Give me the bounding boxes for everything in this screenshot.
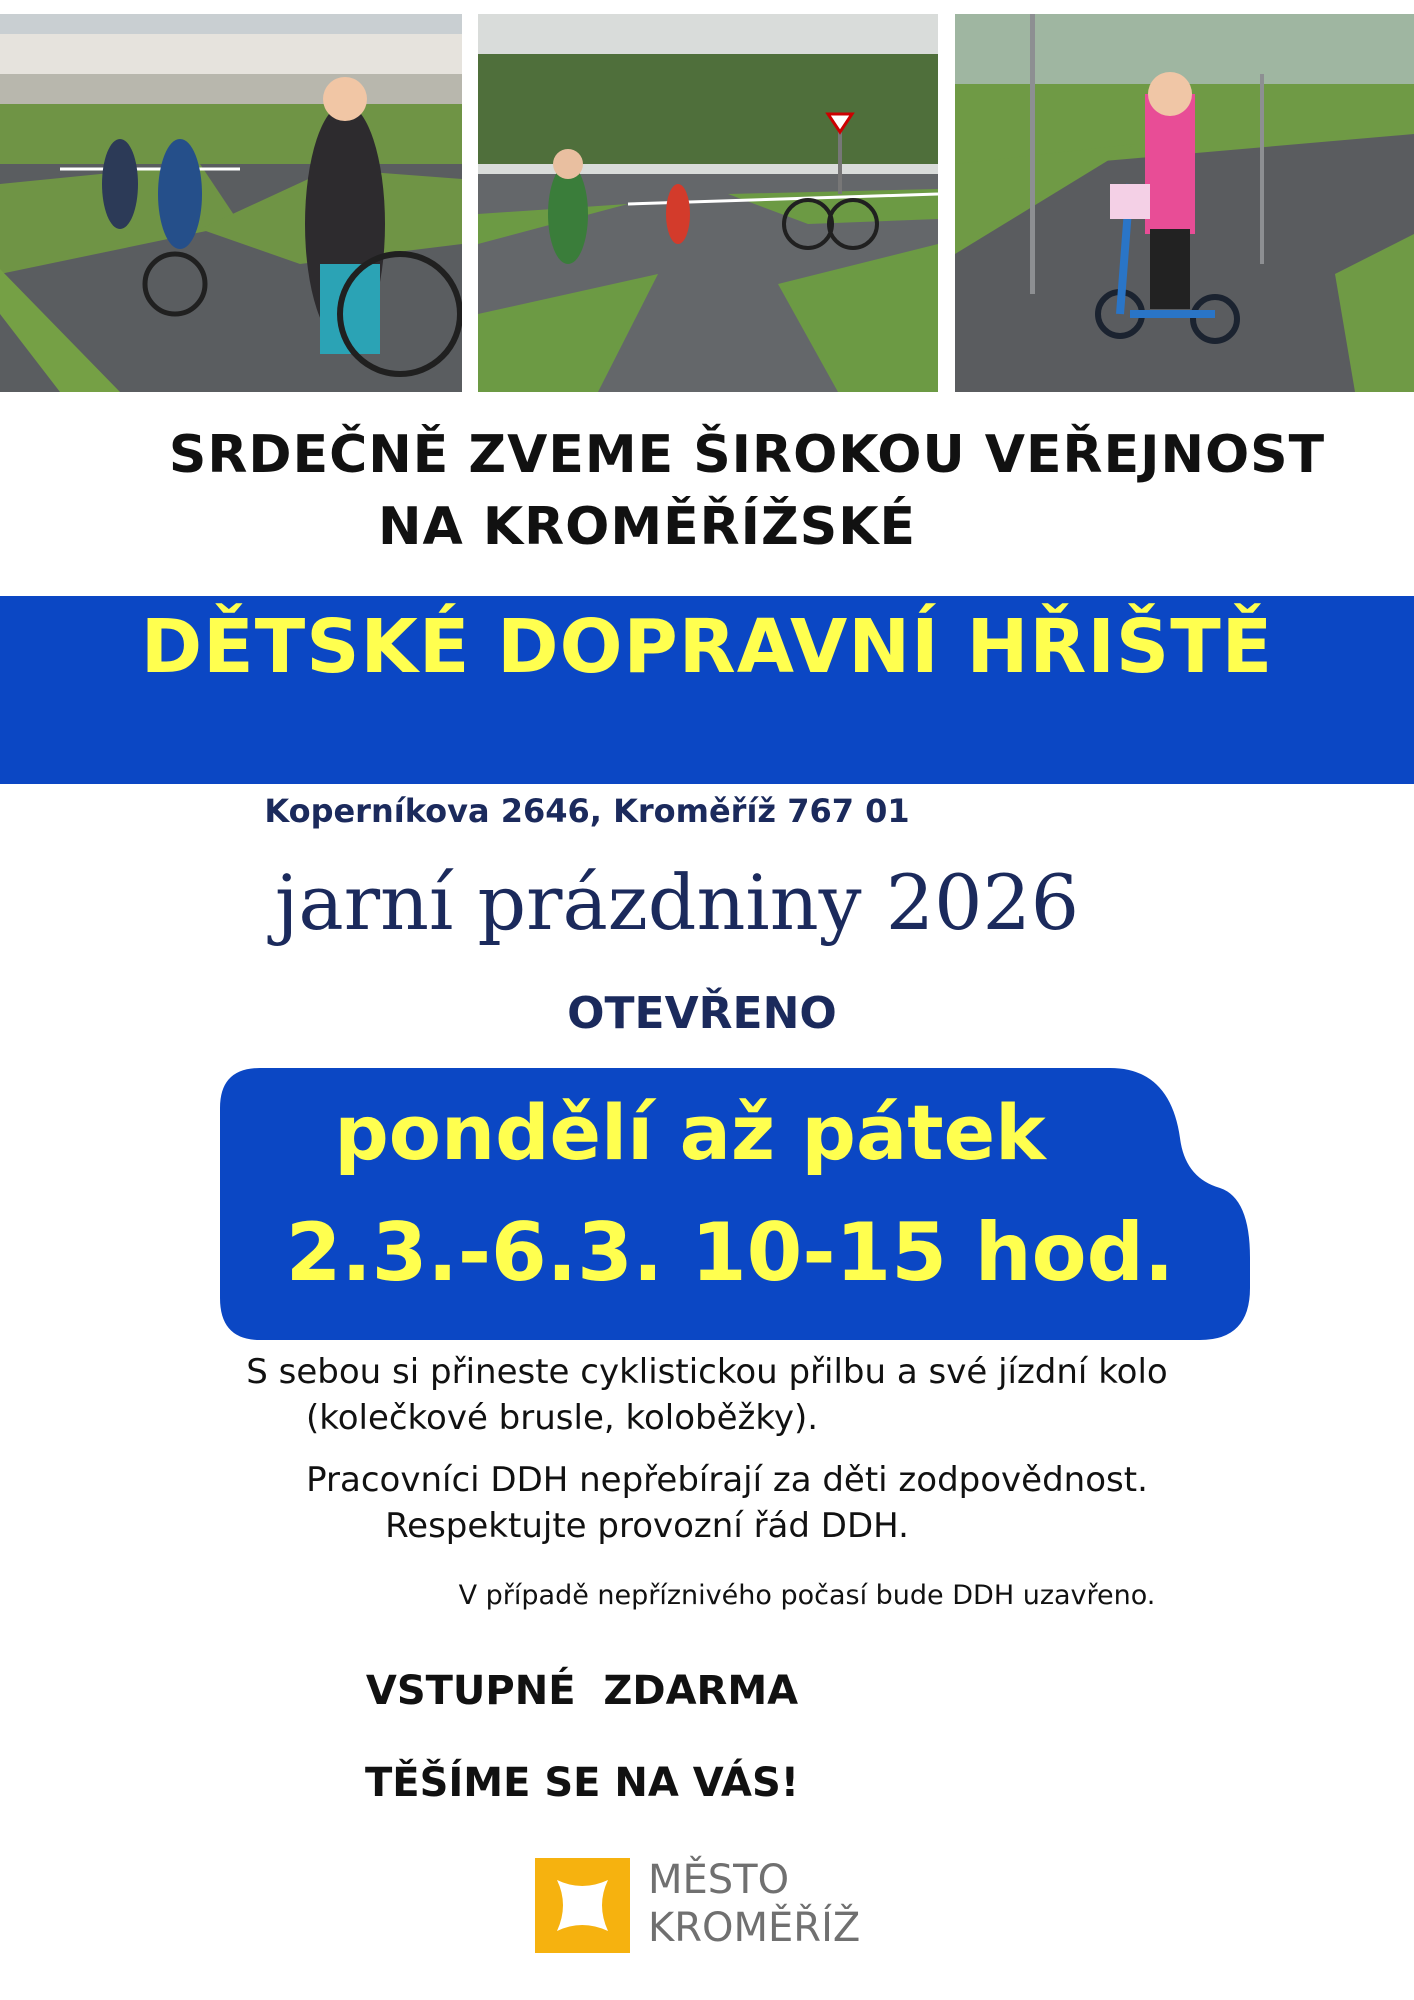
invite-line-1: SRDEČNĚ ZVEME ŠIROKOU VEŘEJNOST bbox=[168, 425, 1326, 485]
city-logo-text bbox=[648, 1856, 908, 1952]
address: Koperníkova 2646, Kroměříž 767 01 bbox=[264, 792, 910, 830]
closing-line: TĚŠÍME SE NA VÁS! bbox=[364, 1760, 800, 1806]
weather-note: V případě nepříznivého počasí bude DDH uzavřeno. bbox=[458, 1580, 1156, 1611]
event-title: DĚTSKÉ DOPRAVNÍ HŘIŠTĚ bbox=[140, 604, 1274, 690]
logo-line-1: MĚSTO bbox=[648, 1857, 790, 1903]
child-on-rollerblades-photo bbox=[478, 14, 938, 392]
responsibility-note-line-2: Respektujte provozní řád DDH. bbox=[385, 1506, 909, 1546]
responsibility-note-line-1: Pracovníci DDH nepřebírají za děti zodpovědnost. bbox=[306, 1460, 1148, 1500]
schedule-dates: 2.3.-6.3. 10-15 hod. bbox=[285, 1206, 1175, 1299]
bring-note-line-2: (kolečkové brusle, koloběžky). bbox=[305, 1398, 819, 1438]
schedule-days: pondělí až pátek bbox=[334, 1088, 1046, 1177]
entry-fee: VSTUPNÉ ZDARMA bbox=[365, 1668, 799, 1714]
invite-line-2: NA KROMĚŘÍŽSKÉ bbox=[377, 497, 917, 557]
bring-note-line-1: S sebou si přineste cyklistickou přilbu a své jízdní kolo bbox=[246, 1352, 1168, 1392]
logo-line-2: KROMĚŘÍŽ bbox=[648, 1905, 861, 1951]
open-status: OTEVŘENO bbox=[567, 988, 837, 1039]
city-logo-icon bbox=[535, 1858, 630, 1953]
girl-on-scooter-photo bbox=[955, 14, 1414, 392]
children-on-bicycles-photo bbox=[0, 14, 462, 392]
season-label: jarní prázdniny 2026 bbox=[274, 858, 1080, 947]
